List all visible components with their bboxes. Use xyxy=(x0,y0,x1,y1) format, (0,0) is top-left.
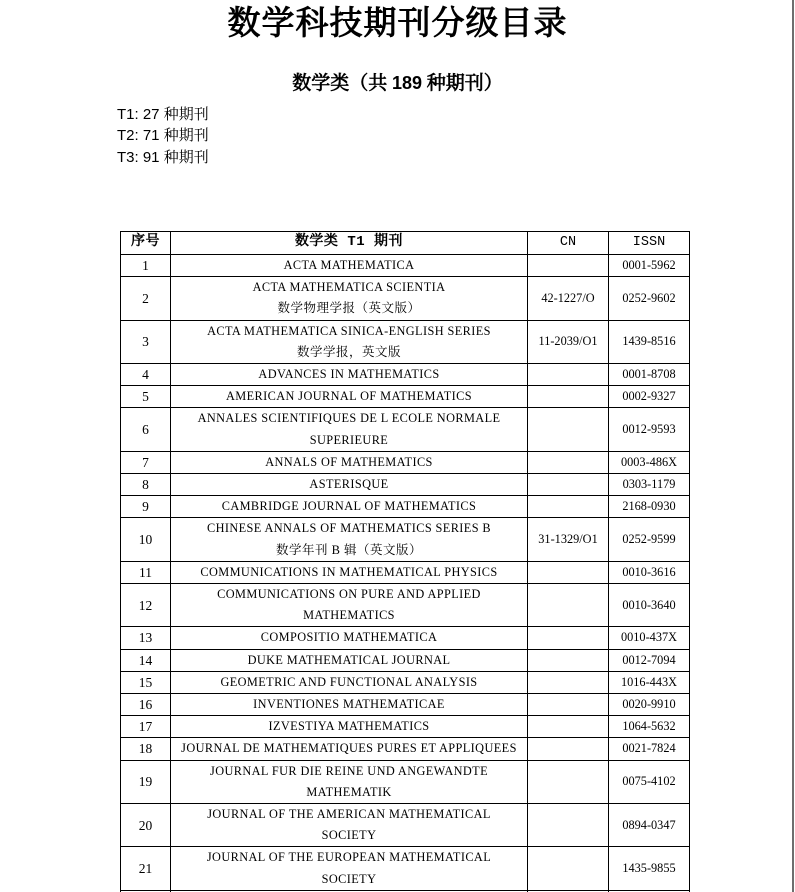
issn-code: 0021-7824 xyxy=(622,741,676,756)
tier-counts xyxy=(117,104,209,168)
table-row xyxy=(121,408,689,451)
journal-name-en: ACTA MATHEMATICA SINICA-ENGLISH SERIES xyxy=(207,323,491,338)
issn-code: 1439-8516 xyxy=(622,334,676,349)
cn-code xyxy=(528,650,609,671)
cn-code xyxy=(528,452,609,473)
section-title-suffix: 种期刊） xyxy=(422,73,503,94)
journal-name xyxy=(171,804,528,846)
table-row xyxy=(121,694,689,716)
table-row xyxy=(121,386,689,408)
cn-code xyxy=(528,386,609,407)
journal-name-en: JOURNAL OF THE AMERICAN MATHEMATICAL SOCIETY xyxy=(207,807,491,843)
journal-name xyxy=(171,386,528,407)
header-issn: ISSN xyxy=(632,235,666,251)
issn-code: 2168-0930 xyxy=(622,499,676,514)
issn-code: 0010-437X xyxy=(620,630,677,645)
page-title: 数学科技期刊分级目录 xyxy=(227,6,568,42)
journal-name-en: ADVANCES IN MATHEMATICS xyxy=(258,367,440,382)
row-number: 8 xyxy=(121,474,171,495)
row-number: 12 xyxy=(121,584,171,626)
table-row xyxy=(121,584,689,627)
row-number: 21 xyxy=(121,847,171,889)
table-row xyxy=(121,321,689,364)
journal-name-en: ANNALES SCIENTIFIQUES DE L ECOLE NORMALE SUPERIEURE xyxy=(197,411,501,447)
journal-name-en: ANNALS OF MATHEMATICS xyxy=(265,454,433,469)
journal-name-en: JOURNAL OF THE EUROPEAN MATHEMATICAL SOCIETY xyxy=(206,850,492,886)
row-number: 6 xyxy=(121,408,171,450)
header-journal-name: 数学类 T1 期刊 xyxy=(171,232,528,254)
cn-code: 31-1329/O1 xyxy=(528,518,609,560)
journal-name-cn: 数学学报，英文版 xyxy=(296,344,401,359)
journal-name-en: JOURNAL DE MATHEMATIQUES PURES ET APPLIQUEES xyxy=(181,741,517,756)
row-number: 5 xyxy=(121,386,171,407)
journal-name xyxy=(171,694,528,715)
cn-code xyxy=(528,716,609,737)
issn-code: 0075-4102 xyxy=(622,774,676,789)
journal-name-cn: 数学物理学报（英文版） xyxy=(277,301,421,316)
journal-name-en: ACTA MATHEMATICA SCIENTIA xyxy=(252,280,446,295)
journal-name-en: ACTA MATHEMATICA xyxy=(283,258,415,272)
journal-name-en: INVENTIONES MATHEMATICAE xyxy=(253,697,445,712)
row-number: 19 xyxy=(121,761,171,803)
table-row xyxy=(121,562,689,584)
journal-name xyxy=(171,255,528,276)
table-row xyxy=(121,452,689,474)
journal-name xyxy=(171,452,528,473)
journal-name-en: CHINESE ANNALS OF MATHEMATICS SERIES B xyxy=(206,521,492,536)
journal-name xyxy=(171,627,528,648)
journal-name xyxy=(171,650,528,671)
cn-code xyxy=(528,584,609,626)
row-number: 2 xyxy=(121,277,171,319)
issn-code: 0010-3616 xyxy=(622,564,676,579)
journal-name-en: COMMUNICATIONS IN MATHEMATICAL PHYSICS xyxy=(200,564,498,579)
table-row xyxy=(121,716,689,738)
row-number: 9 xyxy=(121,496,171,517)
journal-table xyxy=(120,231,690,892)
journal-name xyxy=(171,277,528,319)
journal-name-en: CAMBRIDGE JOURNAL OF MATHEMATICS xyxy=(221,499,477,514)
table-row xyxy=(121,255,689,277)
issn-code: 1016-443X xyxy=(620,674,677,689)
table-row xyxy=(121,496,689,518)
journal-name xyxy=(171,716,528,737)
journal-total-count: 189 xyxy=(391,73,423,93)
table-header-row xyxy=(121,232,689,255)
journal-name-en: GEOMETRIC AND FUNCTIONAL ANALYSIS xyxy=(220,674,478,689)
journal-name xyxy=(171,321,528,363)
row-number: 16 xyxy=(121,694,171,715)
table-row xyxy=(121,804,689,847)
section-title-prefix: 数学类（共 xyxy=(292,73,392,94)
table-row xyxy=(121,672,689,694)
tier-count-t1: T1: 27 种期刊 xyxy=(117,106,209,123)
journal-name xyxy=(171,761,528,803)
cn-code: 42-1227/O xyxy=(528,277,609,319)
issn-code: 1435-9855 xyxy=(622,861,676,876)
row-number: 7 xyxy=(121,452,171,473)
header-serial-number: 序号 xyxy=(121,232,171,254)
issn-code: 0252-9599 xyxy=(622,532,676,547)
cn-code xyxy=(528,408,609,450)
journal-name xyxy=(171,562,528,583)
journal-name xyxy=(171,584,528,626)
row-number: 14 xyxy=(121,650,171,671)
issn-code: 0002-9327 xyxy=(622,389,676,404)
cn-code xyxy=(528,496,609,517)
journal-name-cn: 数学年刊 B 辑（英文版） xyxy=(275,542,423,557)
journal-name-en: COMMUNICATIONS ON PURE AND APPLIED MATHEMATICS xyxy=(217,587,481,623)
journal-name-en: IZVESTIYA MATHEMATICS xyxy=(268,719,430,734)
tier-count-t3: T3: 91 种期刊 xyxy=(117,148,209,166)
header-cn: CN xyxy=(528,232,609,254)
section-title xyxy=(0,70,795,97)
table-row xyxy=(121,738,689,760)
table-row xyxy=(121,364,689,386)
issn-code: 0010-3640 xyxy=(622,597,676,612)
row-number: 11 xyxy=(121,562,171,583)
table-row xyxy=(121,474,689,496)
row-number: 20 xyxy=(121,804,171,846)
issn-code: 0020-9910 xyxy=(622,697,676,712)
journal-name-en: ASTERISQUE xyxy=(309,477,389,492)
table-row xyxy=(121,847,689,890)
cn-code xyxy=(528,562,609,583)
journal-name-en: AMERICAN JOURNAL OF MATHEMATICS xyxy=(226,389,472,404)
journal-name xyxy=(171,364,528,385)
table-body xyxy=(121,255,689,891)
journal-name-en: COMPOSITIO MATHEMATICA xyxy=(260,630,438,645)
cn-code: 11-2039/O1 xyxy=(528,321,609,363)
cn-code xyxy=(528,847,609,889)
cn-code xyxy=(528,627,609,648)
row-number: 1 xyxy=(121,255,171,276)
journal-name xyxy=(171,672,528,693)
cn-code xyxy=(528,738,609,759)
row-number: 4 xyxy=(121,364,171,385)
row-number: 3 xyxy=(121,321,171,363)
issn-code: 0252-9602 xyxy=(622,290,676,305)
row-number: 18 xyxy=(121,738,171,759)
issn-code: 1064-5632 xyxy=(622,719,676,734)
row-number: 10 xyxy=(121,518,171,560)
issn-code: 0012-7094 xyxy=(622,652,676,667)
row-number: 13 xyxy=(121,627,171,648)
journal-name-en: DUKE MATHEMATICAL JOURNAL xyxy=(247,652,451,667)
issn-code: 0001-8708 xyxy=(622,367,676,382)
page-right-edge-line xyxy=(792,0,794,892)
journal-name xyxy=(171,518,528,560)
journal-name xyxy=(171,847,528,889)
tier-count-t2: T2: 71 种期刊 xyxy=(117,127,209,145)
table-row xyxy=(121,277,689,320)
issn-code: 0003-486X xyxy=(620,454,677,469)
row-number: 17 xyxy=(121,716,171,737)
cn-code xyxy=(528,761,609,803)
journal-name-en: JOURNAL FUR DIE REINE UND ANGEWANDTE MATHEMATIK xyxy=(210,763,488,799)
cn-code xyxy=(528,474,609,495)
journal-name xyxy=(171,496,528,517)
cn-code xyxy=(528,804,609,846)
issn-code: 0894-0347 xyxy=(622,817,676,832)
issn-code: 0001-5962 xyxy=(622,258,676,272)
journal-name xyxy=(171,738,528,759)
table-row xyxy=(121,518,689,561)
table-row xyxy=(121,650,689,672)
cn-code xyxy=(528,255,609,276)
cn-code xyxy=(528,364,609,385)
cn-code xyxy=(528,694,609,715)
table-row xyxy=(121,627,689,649)
issn-code: 0303-1179 xyxy=(622,477,676,492)
journal-name xyxy=(171,408,528,450)
table-row xyxy=(121,761,689,804)
cn-code xyxy=(528,672,609,693)
issn-code: 0012-9593 xyxy=(622,422,676,437)
row-number: 15 xyxy=(121,672,171,693)
journal-name xyxy=(171,474,528,495)
